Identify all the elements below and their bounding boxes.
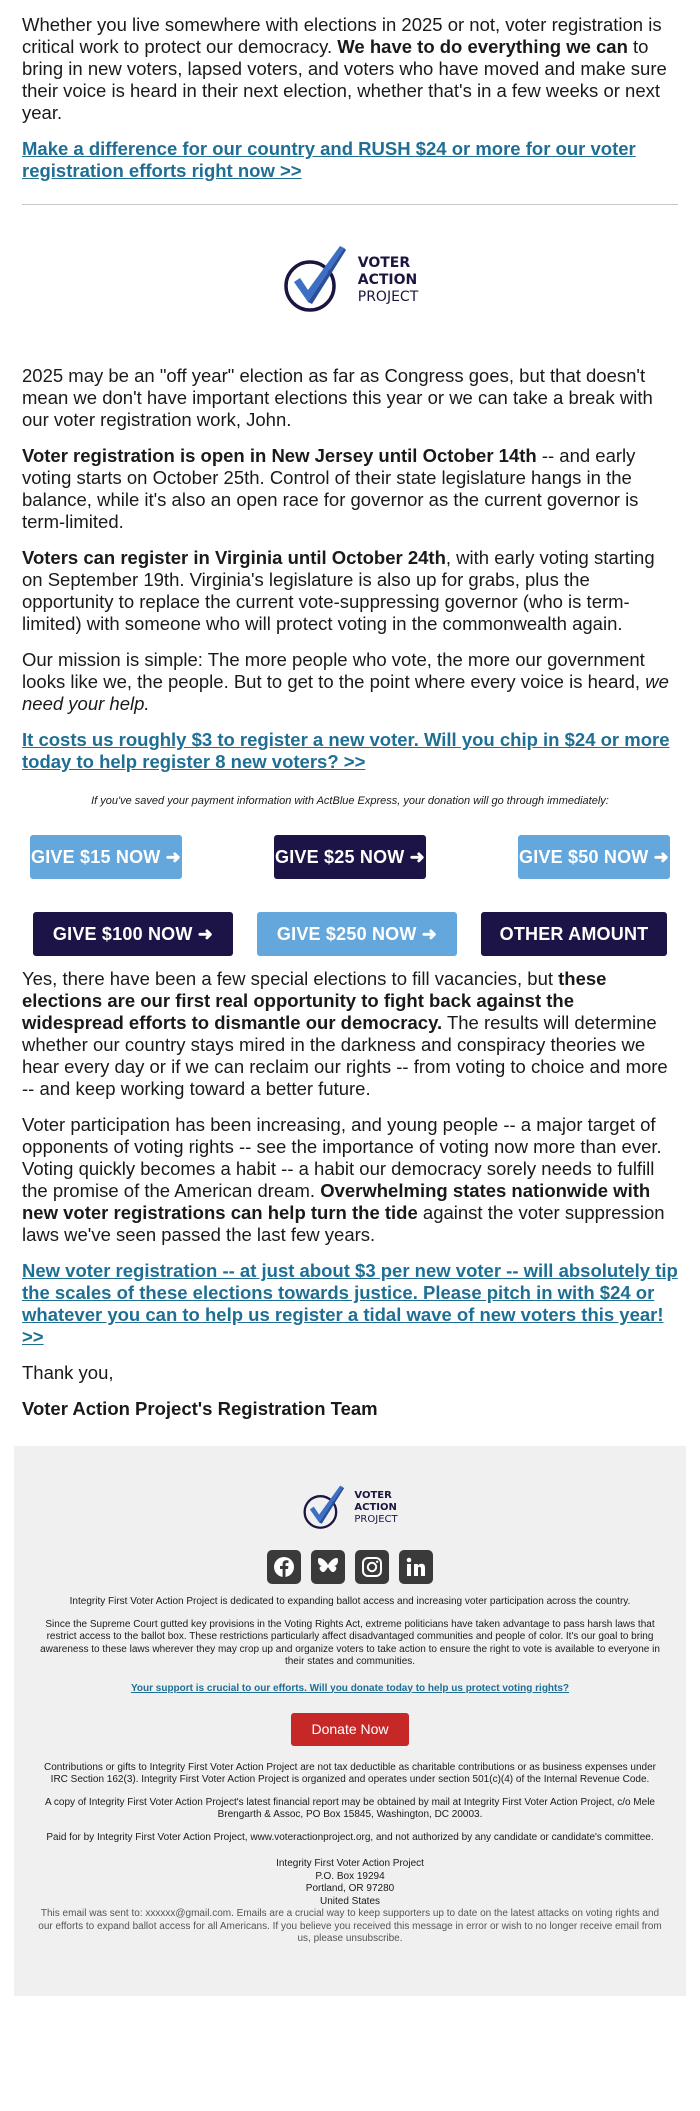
paragraph-participation: Voter participation has been increasing, and young people -- a major target of opponents of voting rights -- see the importance of voting now more than ever. Voting quickly becomes a habit -- a habit our democracy sorely needs to fulfill the promise of the American dream. Overwhelming states nationwide with new voter registrations can help turn the tide against the voter suppression laws we've seen passed the last few years. — [22, 1114, 665, 1245]
social-links — [38, 1550, 662, 1584]
linkedin-icon[interactable] — [399, 1550, 433, 1584]
header-logo — [22, 205, 678, 355]
donate-link-rush[interactable]: Make a difference for our country and RUSH $24 or more for our voter registration efforts right now >> — [22, 138, 636, 181]
donation-buttons-row-2 — [30, 912, 670, 956]
intro-paragraph: Whether you live somewhere with elections in 2025 or not, voter registration is critical work to protect our democracy. We have to do everything we can to bring in new voters, lapsed voters, and voters who have moved and make sure their voice is heard in their next election, whether that's in a few weeks or next year. — [22, 14, 667, 123]
sign-off: Thank you, — [22, 1362, 114, 1383]
footer-mission: Integrity First Voter Action Project is dedicated to expanding ballot access and increasing voter participation across the country. — [69, 1596, 631, 1607]
paragraph-mission: Our mission is simple: The more people who vote, the more our government looks like we, the people. But to get to the point where every voice is heard, we need your help. — [22, 649, 669, 714]
footer-since-text: Since the Supreme Court gutted key provisions in the Voting Rights Act, extreme politicians have taken advantage to pass harsh laws that restrict access to the ballot box. These restrictions particularly affect disadvantaged communities and people of color. It's our goal to bring awareness to these laws wherever they may crop up and organize voters to take action to ensure the right to vote is available to everyone in their states and communities. — [40, 1618, 660, 1667]
paragraph-virginia: Voters can register in Virginia until October 24th, with early voting starting on September 19th. Virginia's legislature is also up for grabs, plus the opportunity to replace the current vote-suppressing governor (who is term-limited) with someone who will protect voting in the commonwealth again. — [22, 547, 655, 634]
donate-link-chip-in[interactable]: It costs us roughly $3 to register a new voter. Will you chip in $24 or more today to help register 8 new voters? >> — [22, 729, 670, 772]
logo-wordmark: VOTER ACTION PROJECT — [354, 1490, 398, 1525]
logo-wordmark: VOTER ACTION PROJECT — [357, 255, 419, 305]
voter-action-project-logo — [282, 244, 419, 316]
actblue-note: If you've saved your payment information with ActBlue Express, your donation will go through immediately: — [91, 795, 609, 807]
facebook-icon[interactable] — [267, 1550, 301, 1584]
donate-now-button[interactable]: Donate Now — [291, 1713, 408, 1746]
donate-link-tidal-wave[interactable]: New voter registration -- at just about $3 per new voter -- will absolutely tip the scales of these elections towards justice. Please pitch in with $24 or whatever you can to help us register a tidal wave of new voters this year! >> — [22, 1260, 678, 1347]
footer-tax-disclaimer: Contributions or gifts to Integrity First Voter Action Project are not tax deductible as charitable contributions or as business expenses under IRC Section 162(3). Integrity First Voter Action Project is organized and operates under section 501(c)(4) of the Internal Revenue Code. — [44, 1761, 656, 1785]
donation-buttons-row-1 — [30, 835, 670, 879]
give-15-button[interactable]: GIVE $15 NOW ➜ — [30, 835, 182, 879]
paragraph-special-elections: Yes, there have been a few special elections to fill vacancies, but these elections are our first real opportunity to fight back against the widespread efforts to dismantle our democracy. The results will determine whether our country stays mired in the darkness and conspiracy theories we hear every day or if we can reclaim our rights -- from voting to choice and more -- and keep working toward a better future. — [22, 968, 668, 1099]
give-250-button[interactable]: GIVE $250 NOW ➜ — [257, 912, 457, 956]
footer-address: Integrity First Voter Action Project P.O. Box 19294 Portland, OR 97280 United States — [276, 1858, 424, 1907]
bluesky-icon[interactable] — [311, 1550, 345, 1584]
footer-unsubscribe-text: This email was sent to: xxxxxx@gmail.com. Emails are a crucial way to keep supporters up to date on the latest attacks on voting rights and our efforts to expand ballot access for all Americans. If you believe you received this message in error or wish to no longer receive email from us, please unsubscribe. — [38, 1908, 662, 1944]
checkmark-logo-icon — [282, 244, 352, 316]
give-50-button[interactable]: GIVE $50 NOW ➜ — [518, 835, 670, 879]
paragraph-new-jersey: Voter registration is open in New Jersey until October 14th -- and early voting starts on October 25th. Control of their state legislature hangs in the balance, while it's also an open race for governor as the current governor is term-limited. — [22, 445, 639, 532]
instagram-icon[interactable] — [355, 1550, 389, 1584]
signature: Voter Action Project's Registration Team — [22, 1398, 378, 1419]
footer-paid-for: Paid for by Integrity First Voter Action Project, www.voteractionproject.org, and not authorized by any candidate or candidate's committee. — [46, 1831, 654, 1843]
paragraph-off-year: 2025 may be an "off year" election as far as Congress goes, but that doesn't mean we don't have important elections this year or we can take a break with our voter registration work, John. — [22, 365, 653, 430]
footer-support-link[interactable]: Your support is crucial to our efforts. Will you donate today to help us protect voting rights? — [130, 1682, 570, 1694]
checkmark-logo-icon — [302, 1484, 348, 1532]
footer — [14, 1446, 686, 1996]
footer-logo — [38, 1484, 662, 1532]
give-100-button[interactable]: GIVE $100 NOW ➜ — [33, 912, 233, 956]
other-amount-button[interactable]: OTHER AMOUNT — [481, 912, 667, 956]
give-25-button[interactable]: GIVE $25 NOW ➜ — [274, 835, 426, 879]
footer-financial-report: A copy of Integrity First Voter Action Project's latest financial report may be obtained by mail at Integrity First Voter Action Project, c/o Mele Brengarth & Assoc, PO Box 15845, Washington, DC 20003. — [45, 1796, 655, 1820]
